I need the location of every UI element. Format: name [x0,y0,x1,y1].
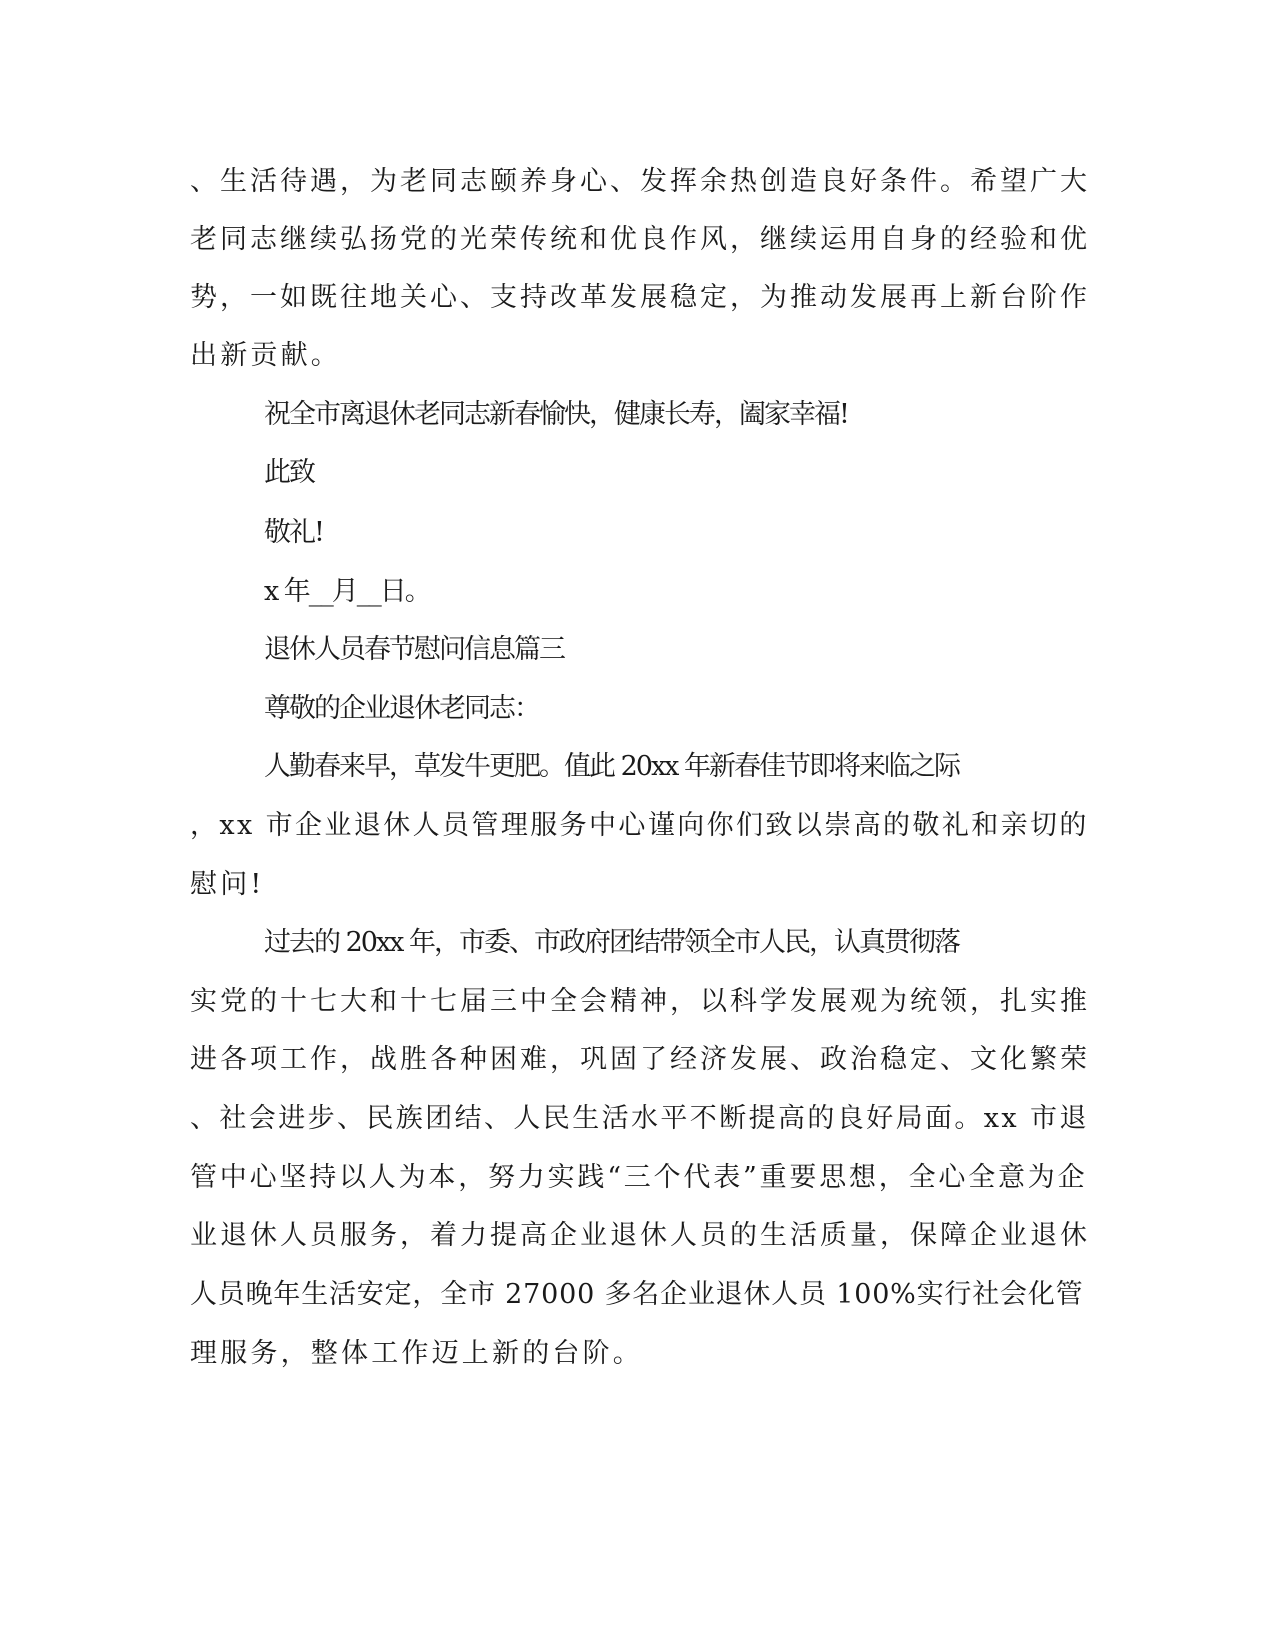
paragraph-line: 、社会进步、民族团结、人民生活水平不断提高的良好局面。xx 市退 [190,1103,1089,1134]
salutation-line: 尊敬的企业退休老同志： [264,693,539,724]
paragraph-line: 过去的 20xx 年，市委、市政府团结带领全市人民，认真贯彻落 [264,927,959,958]
paragraph-line: 理服务，整体工作迈上新的台阶。 [190,1338,643,1369]
paragraph-line: 人员晚年生活安定，全市 27000 多名企业退休人员 100%实行社会化管 [190,1279,1084,1310]
paragraph-line: 进各项工作，战胜各种困难，巩固了经济发展、政治稳定、文化繁荣 [190,1044,1090,1075]
paragraph-line: 实党的十七大和十七届三中全会精神，以科学发展观为统领，扎实推 [190,986,1090,1017]
paragraph-line: 、生活待遇，为老同志颐养身心、发挥余热创造良好条件。希望广大 [190,166,1090,197]
paragraph-line: 势，一如既往地关心、支持改革发展稳定，为推动发展再上新台阶作 [190,282,1090,313]
paragraph-line: 管中心坚持以人为本，努力实践“三个代表”重要思想，全心全意为企 [190,1162,1088,1193]
paragraph-line: 出新贡献。 [190,340,341,371]
paragraph-line: 老同志继续弘扬党的光荣传统和优良作风，继续运用自身的经验和优 [190,224,1090,255]
paragraph-line: 慰问! [190,869,265,900]
greeting-line: 祝全市离退休老同志新春愉快，健康长寿，阖家幸福! [264,399,848,430]
paragraph-line: ，xx 市企业退休人员管理服务中心谨向你们致以崇高的敬礼和亲切的 [190,810,1089,841]
section-title: 退休人员春节慰问信息篇三 [264,634,564,665]
closing-line: 此致 [264,457,314,488]
date-line: x 年__月__日。 [264,576,430,607]
closing-line: 敬礼! [264,517,323,548]
paragraph-line: 业退休人员服务，着力提高企业退休人员的生活质量，保障企业退休 [190,1220,1090,1251]
paragraph-line: 人勤春来早，草发牛更肥。值此 20xx 年新春佳节即将来临之际 [264,751,959,782]
